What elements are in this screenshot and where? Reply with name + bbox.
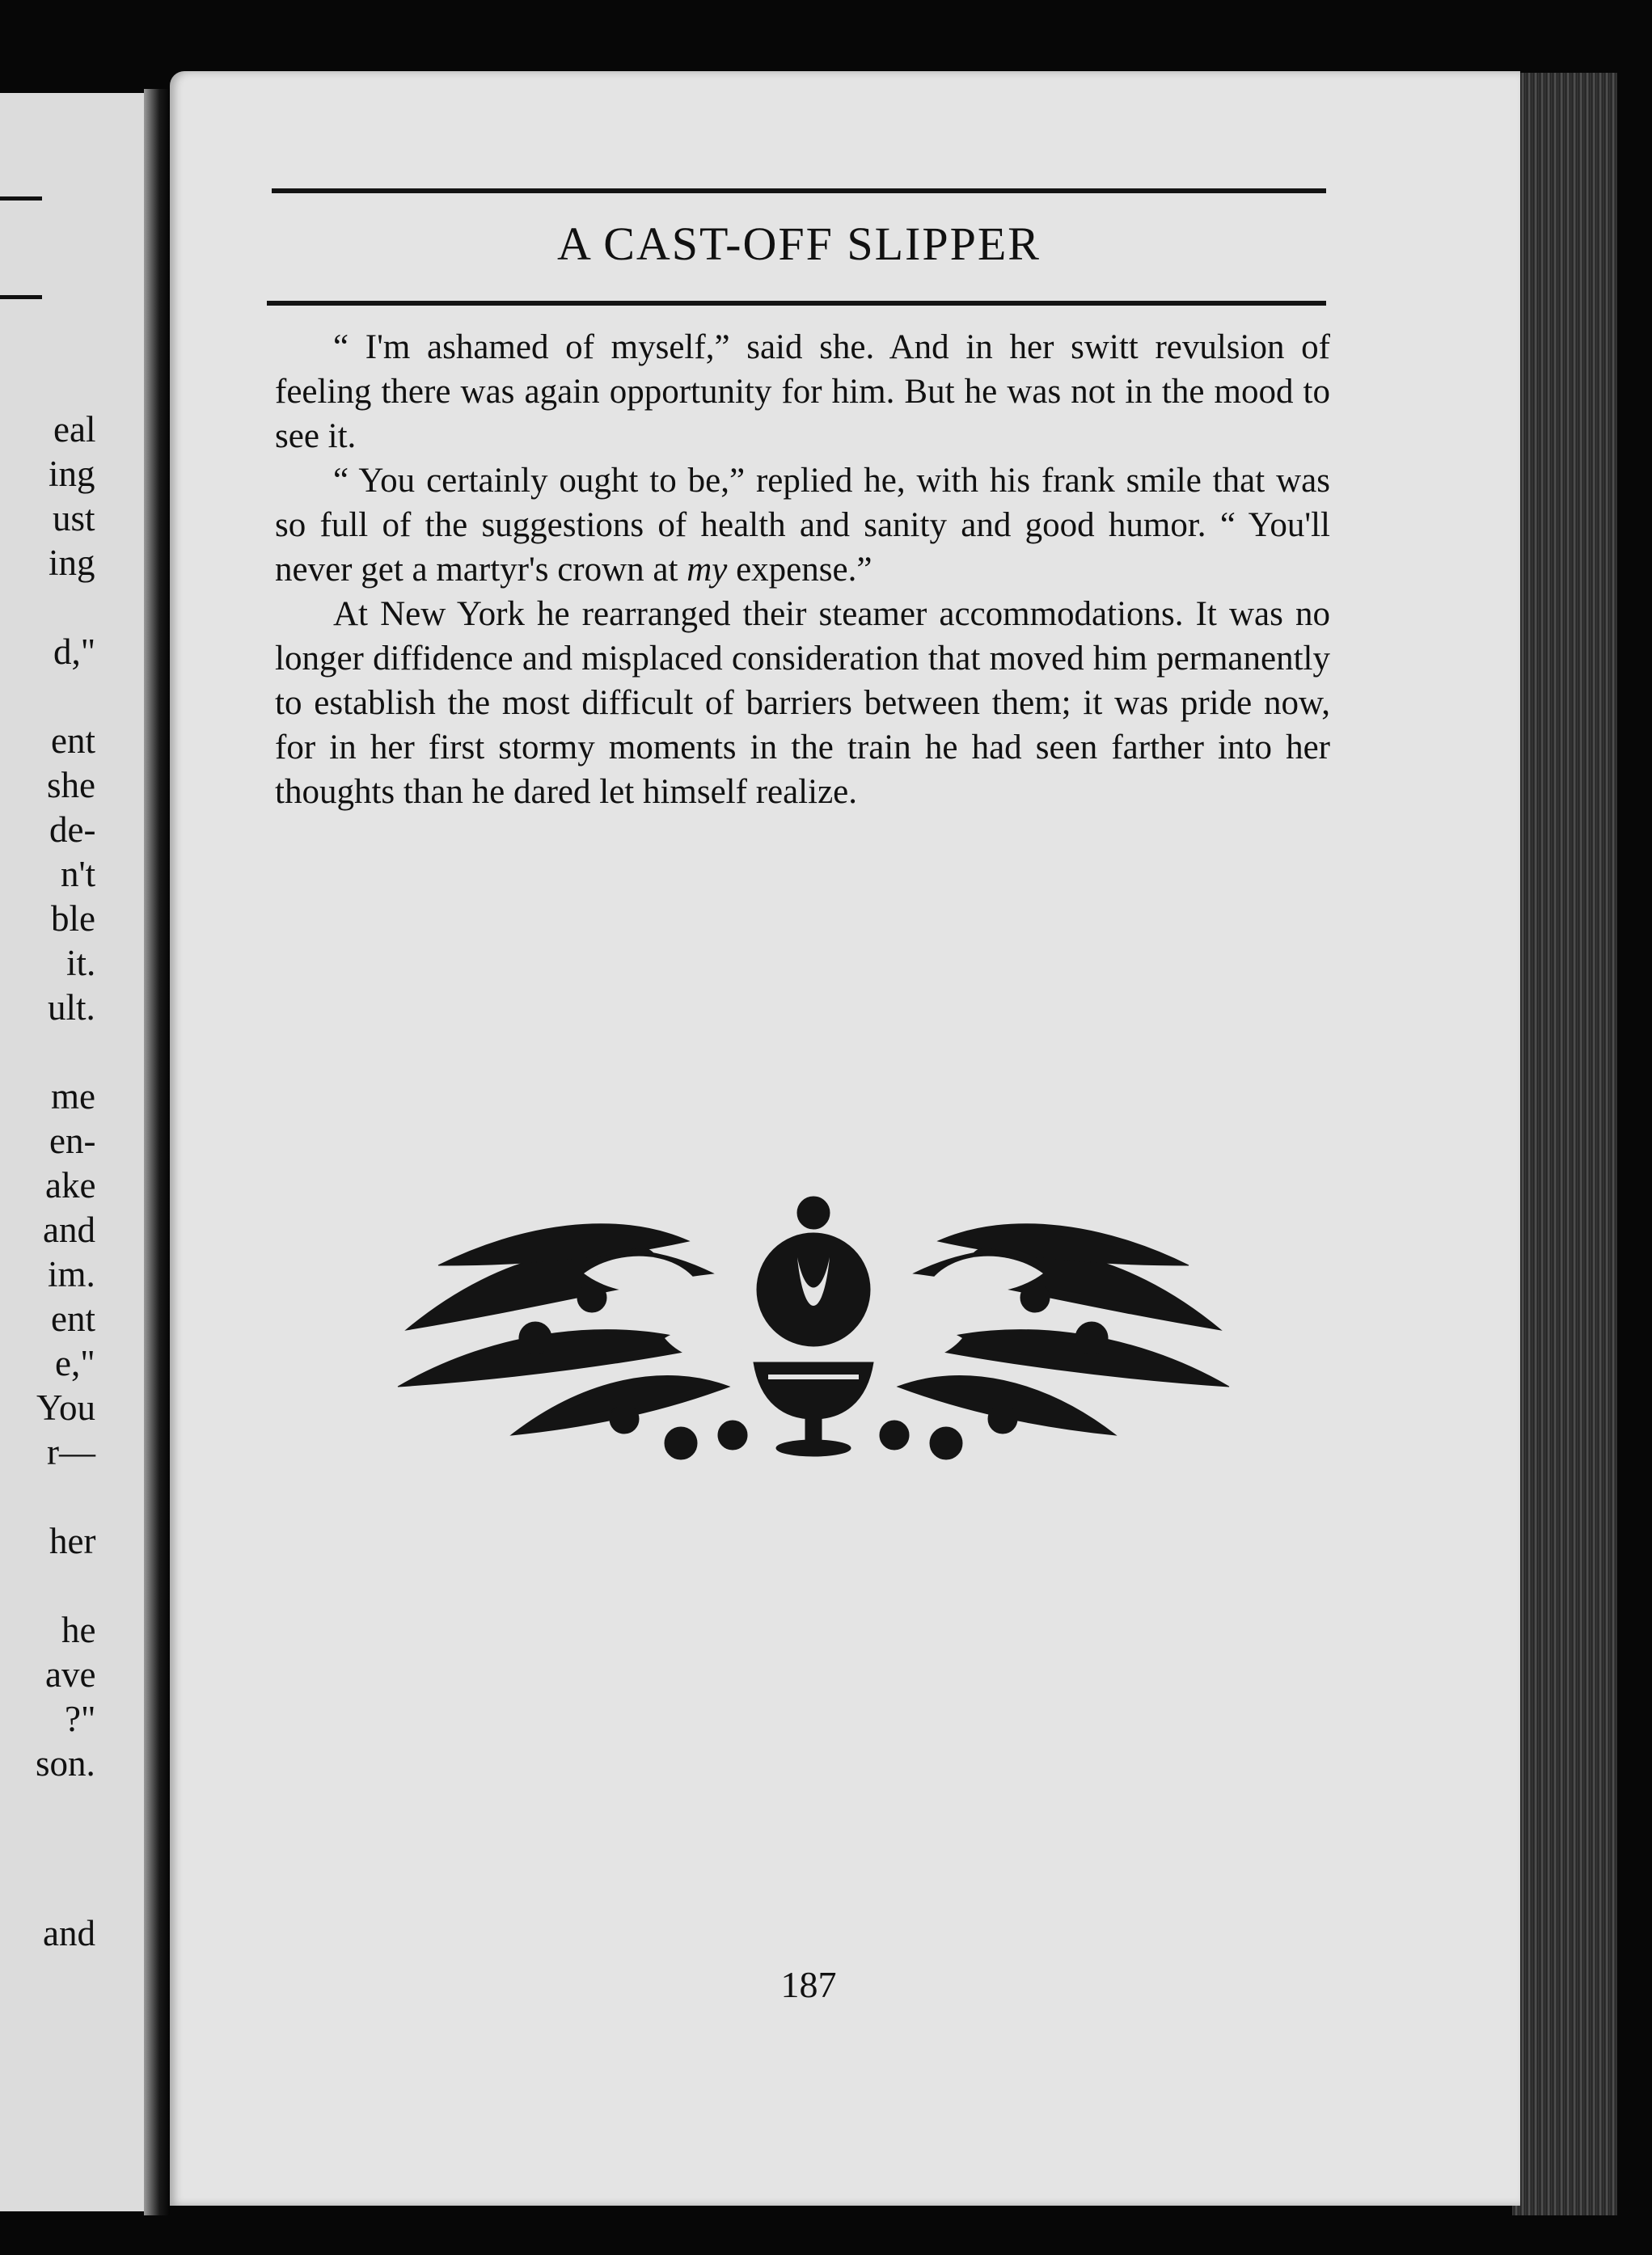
paragraph-2-text: “ You certainly ought to be,” replied he, with his frank smile that was so full of the suggestions of health and sanity and good humor. “ You'll never get a martyr's crown at: [275, 462, 1330, 589]
left-page-line: ult.: [48, 987, 95, 1028]
left-page-rule-bottom: [0, 295, 42, 299]
left-page-line: eal: [53, 409, 96, 450]
paragraph-1: “ I'm ashamed of myself,” said she. And in her switt revulsion of feeling there was again opportunity for him. But he was not in the mood to see it.: [275, 328, 1330, 455]
left-page-line: ing: [49, 543, 95, 583]
left-page-line: ust: [53, 498, 95, 538]
header-rule-top: [272, 188, 1326, 193]
left-page-line: and: [43, 1210, 95, 1250]
floral-vase-ornament-icon: [374, 1176, 1253, 1476]
left-page-line: ing: [49, 454, 95, 494]
italic-word: my: [687, 551, 728, 589]
left-page-line: r—: [47, 1432, 95, 1472]
body-text: [275, 325, 1330, 814]
left-page-line: de-: [49, 809, 96, 850]
left-page-line: ent: [51, 1299, 95, 1339]
left-page-line: her: [49, 1521, 96, 1561]
left-page-line: she: [47, 765, 95, 805]
paragraph-3: At New York he rearranged their steamer accommodations. It was no longer diffidence and misplaced consideration that moved him permanently to establish the most difficult of barriers between them; it was pride now, for in her first stormy moments in the train he had seen farther into her thoughts than he dared let himself realize.: [275, 595, 1330, 811]
left-page-line: You: [36, 1387, 95, 1428]
left-page-line: and: [43, 1913, 95, 1953]
left-page-line: ble: [51, 898, 95, 939]
left-page-line: ake: [45, 1165, 96, 1206]
left-page-line: son.: [36, 1743, 95, 1784]
book-gutter: [144, 89, 170, 2215]
left-page-line: ave: [45, 1654, 96, 1695]
left-page-line: it.: [66, 943, 96, 983]
chapter-title: A CAST-OFF SLIPPER: [557, 217, 1041, 270]
left-page-line: he: [61, 1610, 96, 1650]
left-facing-page: [0, 93, 154, 2211]
header-rule-bottom: [267, 301, 1326, 306]
page-edges: [1512, 73, 1617, 2215]
left-page-line: n't: [61, 854, 96, 894]
page-number: 187: [780, 1964, 837, 2005]
paragraph-2: [275, 458, 1330, 592]
left-page-line: me: [51, 1076, 95, 1117]
left-page-line: im.: [48, 1254, 95, 1294]
left-page-line: ent: [51, 720, 95, 761]
left-page-rule-top: [0, 196, 42, 201]
left-page-line: ?": [65, 1699, 96, 1739]
paragraph-2-text-end: expense.”: [727, 551, 872, 589]
left-page-line: d,": [53, 631, 96, 672]
left-page-line: e,": [55, 1343, 95, 1383]
left-page-line: en-: [49, 1121, 96, 1161]
